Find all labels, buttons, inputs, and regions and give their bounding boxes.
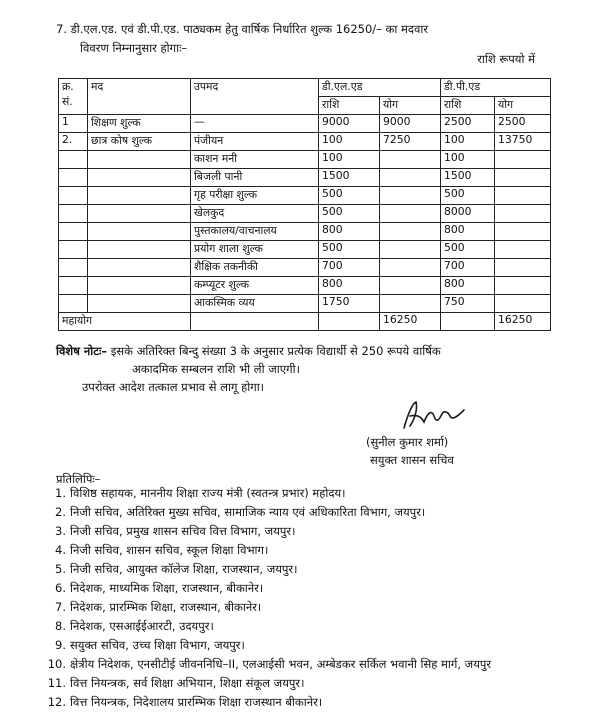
total-dp-yog: 16250 (495, 313, 551, 331)
cell-p-yog (495, 223, 551, 241)
header-mad: मद (88, 79, 191, 115)
list-item-text: निजी सचिव, आयुक्त कॉलेज शिक्षा, राजस्थान, जयपुर। (70, 562, 298, 576)
cell-sn (59, 205, 88, 223)
cell-sn (59, 295, 88, 313)
list-item (40, 693, 570, 712)
cell-sn (59, 259, 88, 277)
list-item-number: 9. (55, 638, 66, 652)
amount-unit-note: राशि रूपयो में (477, 52, 535, 66)
table-row (59, 259, 551, 277)
list-item-text: निजी सचिव, प्रमुख शासन सचिव वित्त विभाग, जयपुर। (70, 524, 296, 538)
header-dp-yog: योग (495, 97, 551, 115)
cell-mad: शिक्षण शुल्क (88, 115, 191, 133)
list-item-text: निदेशक, एसआईईआरटी, उदयपुर। (70, 619, 214, 633)
list-item (40, 560, 570, 579)
list-item-text: विशिष्ठ सहायक, माननीय शिक्षा राज्य मंत्री (स्वतन्त्र प्रभार) महोदय। (70, 486, 346, 500)
cell-upmad: — (191, 115, 319, 133)
cell-d-rashi: 9000 (319, 115, 380, 133)
table-row (59, 295, 551, 313)
cell-p-rashi: 700 (441, 259, 495, 277)
special-note-line1: विशेष नोटः– इसके अतिरिक्त बिन्दु संख्या 3 के अनुसार प्रत्येक विद्यार्थी से 250 रूपये वार्षिक (56, 344, 441, 358)
cell-mad (88, 169, 191, 187)
total-label: महायोग (59, 313, 191, 331)
cell-p-yog (495, 187, 551, 205)
header-del-yog: योग (380, 97, 441, 115)
cell-p-yog (495, 277, 551, 295)
cell-d-yog (380, 187, 441, 205)
cell-upmad: काशन मनी (191, 151, 319, 169)
cell-p-yog (495, 259, 551, 277)
list-item-number: 7. (55, 600, 66, 614)
table-total-row (59, 313, 551, 331)
cell-p-rashi: 8000 (441, 205, 495, 223)
cell-p-rashi: 750 (441, 295, 495, 313)
cell-d-rashi: 500 (319, 205, 380, 223)
cell-p-rashi: 800 (441, 277, 495, 295)
cell-p-rashi: 2500 (441, 115, 495, 133)
fee-table (58, 78, 551, 331)
cell-p-rashi: 500 (441, 241, 495, 259)
cell-d-yog: 7250 (380, 133, 441, 151)
cell-p-yog (495, 205, 551, 223)
cell-sn (59, 187, 88, 205)
cell-upmad: पुस्तकालय/वाचनालय (191, 223, 319, 241)
signature-mark (398, 398, 470, 434)
cell-p-yog (495, 241, 551, 259)
signatory-name: (सुनील कुमार शर्मा) (366, 435, 449, 449)
cell-d-rashi: 700 (319, 259, 380, 277)
list-item-number: 1. (55, 486, 66, 500)
cell-d-yog (380, 295, 441, 313)
table-row (59, 133, 551, 151)
cell-d-yog (380, 259, 441, 277)
list-item-number: 6. (55, 581, 66, 595)
table-header-row (59, 79, 551, 97)
cell-d-rashi: 500 (319, 241, 380, 259)
cell-empty (441, 313, 495, 331)
cell-p-rashi: 800 (441, 223, 495, 241)
cell-upmad: आकस्मिक व्यय (191, 295, 319, 313)
special-note-line3: उपरोक्त आदेश तत्काल प्रभाव से लागू होगा। (82, 380, 265, 394)
cell-mad (88, 259, 191, 277)
list-item (40, 522, 570, 541)
header-del-rashi: राशि (319, 97, 380, 115)
table-row (59, 187, 551, 205)
list-item (40, 636, 570, 655)
cell-sn (59, 151, 88, 169)
special-note-line2: अकादमिक सम्बलन राशि भी ली जाएगी। (132, 362, 300, 376)
cell-sn (59, 223, 88, 241)
cell-p-rashi: 500 (441, 187, 495, 205)
cell-empty (319, 313, 380, 331)
cell-d-yog (380, 223, 441, 241)
list-item-text: निजी सचिव, अतिरिक्त मुख्य सचिव, सामाजिक न्याय एवं अधिकारिता विभाग, जयपुर। (70, 505, 426, 519)
table-row (59, 223, 551, 241)
cell-upmad: शैक्षिक तकनीकी (191, 259, 319, 277)
header-sn: क्र. सं. (59, 79, 88, 115)
list-item (40, 674, 570, 693)
list-item (40, 484, 570, 503)
cell-mad (88, 223, 191, 241)
cell-mad (88, 187, 191, 205)
cell-d-rashi: 800 (319, 223, 380, 241)
cell-sn (59, 277, 88, 295)
list-item (40, 503, 570, 522)
list-item-number: 3. (55, 524, 66, 538)
cell-upmad: गृह परीक्षा शुल्क (191, 187, 319, 205)
cell-upmad: बिजली पानी (191, 169, 319, 187)
list-item-text: निदेशक, प्रारम्भिक शिक्षा, राजस्थान, बीकानेर। (70, 600, 262, 614)
cell-p-yog: 2500 (495, 115, 551, 133)
cell-p-yog (495, 151, 551, 169)
cell-upmad: कम्प्यूटर शुल्क (191, 277, 319, 295)
special-note-label: विशेष नोटः– (56, 344, 108, 358)
cell-d-rashi: 100 (319, 151, 380, 169)
cell-p-yog (495, 169, 551, 187)
copies-label: प्रतिलिपिः– (56, 472, 101, 486)
cell-p-yog: 13750 (495, 133, 551, 151)
cell-p-rashi: 1500 (441, 169, 495, 187)
list-item (40, 579, 570, 598)
list-item-number: 12. (47, 695, 66, 709)
list-item-text: वित्त नियन्त्रक, सर्व शिक्षा अभियान, शिक्षा संकूल जयपुर। (70, 676, 305, 690)
table-row (59, 205, 551, 223)
list-item-text: वित्त नियन्त्रक, निदेशालय प्रारम्भिक शिक्षा राजस्थान बीकानेर। (70, 695, 323, 709)
list-item-text: निजी सचिव, शासन सचिव, स्कूल शिक्षा विभाग। (70, 543, 269, 557)
header-dp-ed: डी.पी.एड (441, 79, 551, 97)
cell-d-yog (380, 151, 441, 169)
list-item-number: 10. (47, 657, 66, 671)
cell-mad (88, 151, 191, 169)
cell-mad (88, 205, 191, 223)
cell-d-yog (380, 277, 441, 295)
cell-d-rashi: 800 (319, 277, 380, 295)
total-del-yog: 16250 (380, 313, 441, 331)
cell-sn: 1 (59, 115, 88, 133)
cell-sn (59, 169, 88, 187)
header-upmad: उपमद (191, 79, 319, 115)
list-item-number: 11. (47, 676, 66, 690)
cell-d-yog (380, 205, 441, 223)
cell-empty (191, 313, 319, 331)
cell-upmad: पंजीयन (191, 133, 319, 151)
list-item-text: सयुक्त सचिव, उच्च शिक्षा विभाग, जयपुर। (70, 638, 245, 652)
cell-d-rashi: 500 (319, 187, 380, 205)
list-item-number: 8. (55, 619, 66, 633)
cell-d-yog (380, 169, 441, 187)
cell-upmad: प्रयोग शाला शुल्क (191, 241, 319, 259)
cell-mad: छात्र कोष शुल्क (88, 133, 191, 151)
list-item-number: 4. (55, 543, 66, 557)
list-item (40, 541, 570, 560)
list-item-number: 5. (55, 562, 66, 576)
table-row (59, 169, 551, 187)
cell-p-rashi: 100 (441, 133, 495, 151)
cell-mad (88, 241, 191, 259)
copies-list (40, 484, 570, 712)
list-item (40, 655, 570, 674)
list-item-number: 2. (55, 505, 66, 519)
cell-upmad: खेलकुद (191, 205, 319, 223)
signatory-designation: सयुक्त शासन सचिव (370, 453, 454, 467)
fee-paragraph-line2: विवरण निम्नानुसार होगाः– (80, 41, 188, 55)
cell-d-rashi: 1500 (319, 169, 380, 187)
cell-sn (59, 241, 88, 259)
header-dp-rashi: राशि (441, 97, 495, 115)
special-note (56, 342, 441, 396)
cell-d-yog: 9000 (380, 115, 441, 133)
cell-mad (88, 277, 191, 295)
list-item-text: क्षेत्रीय निदेशक, एनसीटीई जीवननिधि–II, एलआईसी भवन, अम्बेडकर सर्किल भवानी सिह मार्ग, जयपुर (70, 657, 492, 671)
table-row (59, 151, 551, 169)
header-del-ed: डी.एल.एड (319, 79, 441, 97)
cell-sn: 2. (59, 133, 88, 151)
cell-mad (88, 295, 191, 313)
cell-d-rashi: 1750 (319, 295, 380, 313)
list-item (40, 598, 570, 617)
table-row (59, 277, 551, 295)
list-item (40, 617, 570, 636)
cell-p-rashi: 100 (441, 151, 495, 169)
cell-d-yog (380, 241, 441, 259)
cell-d-rashi: 100 (319, 133, 380, 151)
table-row (59, 241, 551, 259)
table-row (59, 115, 551, 133)
fee-paragraph-line1: 7. डी.एल.एड. एवं डी.पी.एड. पाठ्यकम हेतु वार्षिक निर्धारित शुल्क 16250/– का मदवार (56, 22, 429, 36)
list-item-text: निदेशक, माध्यमिक शिक्षा, राजस्थान, बीकानेर। (70, 581, 264, 595)
cell-p-yog (495, 295, 551, 313)
